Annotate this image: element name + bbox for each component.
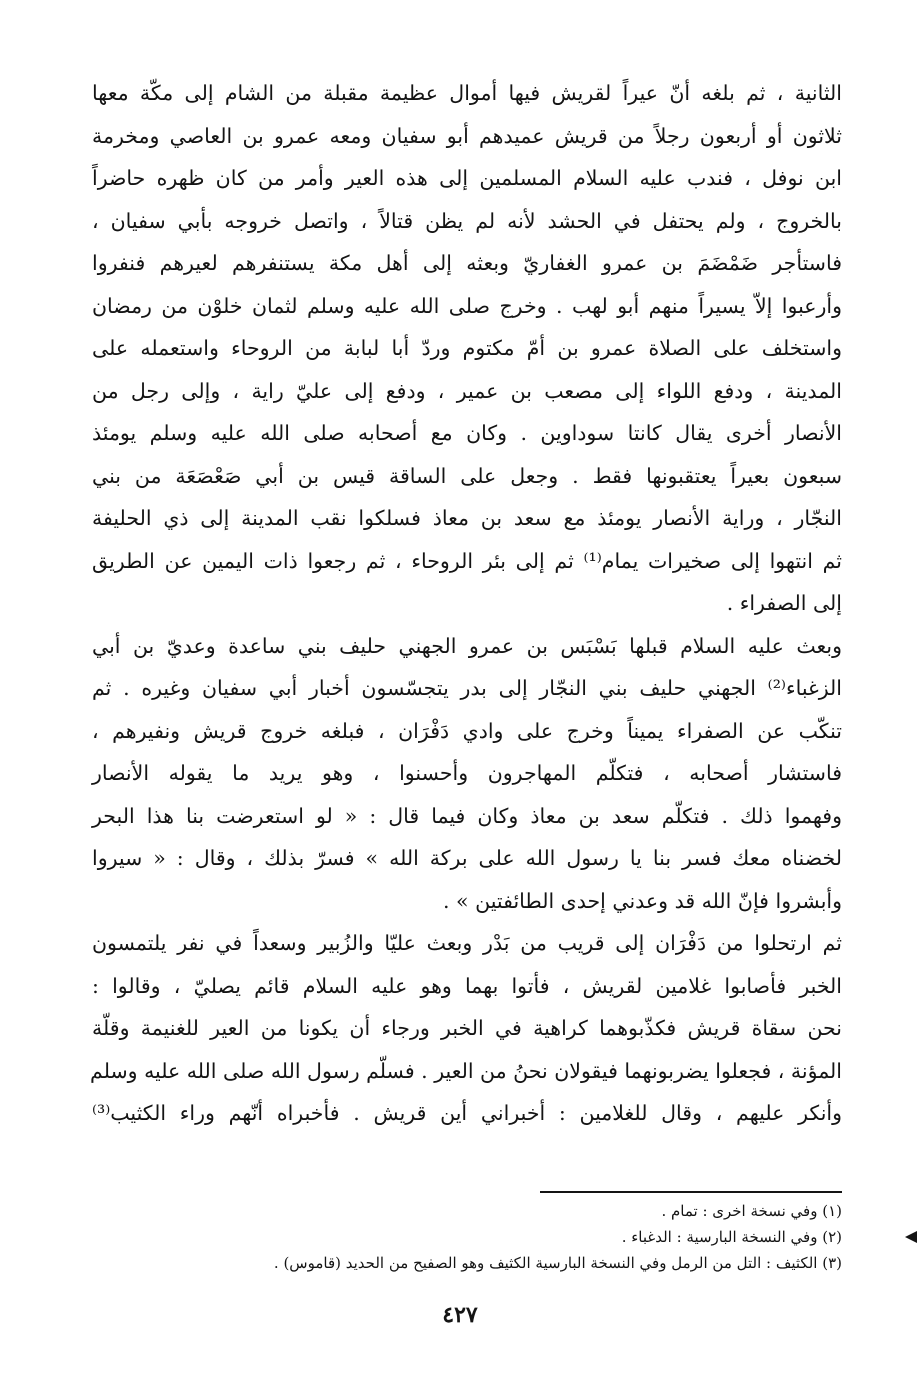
page-number: ٤٢٧ bbox=[442, 1302, 478, 1328]
text-line: المؤنة ، فجعلوا يضربونهما فيقولان نحنُ من العير . فسلّم رسول الله صلى الله عليه وسلم bbox=[90, 1058, 842, 1083]
text-line: وأرعبوا إلاّ يسيراً منهم أبو لهب . وخرج صلى الله عليه وسلم لثمان خلوْن من رمضان bbox=[92, 293, 842, 318]
text-line: الزغباء⁽²⁾ الجهني حليف بني النجّار إلى بدر يتجسّسون أخبار أبي سفيان وغيره . ثم bbox=[92, 676, 842, 700]
text-line: الأنصار أخرى يقال كانتا سوداوين . وكان مع أصحابه صلى الله عليه وسلم يومئذ bbox=[92, 421, 842, 445]
text-line: المدينة ، ودفع اللواء إلى مصعب بن عمير ، ودفع إلى عليّ راية ، وإلى رجل من bbox=[92, 378, 842, 403]
text-line: تنكّب عن الصفراء يميناً وخرج على وادي دَفْرَان ، فبلغه خروج قريش ونفيرهم ، bbox=[92, 718, 842, 743]
text-line: واستخلف على الصلاة عمرو بن أمّ مكتوم وردّ أبا لبابة من الروحاء واستعمله على bbox=[92, 336, 842, 360]
text-line: فاستأجر ضَمْضَمَ بن عمرو الغفاريّ وبعثه إلى أهل مكة يستنفرهم لعيرهم فنفروا bbox=[92, 251, 842, 275]
footnotes bbox=[100, 1198, 842, 1276]
footnote-divider bbox=[540, 1191, 842, 1193]
text-line: بالخروج ، ولم يحتفل في الحشد لأنه لم يظن قتالاً ، واتصل خروجه بأبي سفيان ، bbox=[92, 208, 842, 233]
text-line: الثانية ، ثم بلغه أنّ عيراً لقريش فيها أموال عظيمة مقبلة من الشام إلى مكّة معها bbox=[92, 81, 842, 105]
text-line: ثم انتهوا إلى صخيرات يمام⁽¹⁾ ثم إلى بئر الروحاء ، ثم رجعوا ذات اليمين عن الطريق bbox=[92, 548, 842, 573]
text-line: نحن سقاة قريش فكذّبوهما كراهية في الخبر ورجاء أن يكونا من العير للغنيمة وقلّة bbox=[92, 1016, 842, 1040]
text-line: لخضناه معك فسر بنا يا رسول الله على بركة الله » فسرّ بذلك ، وقال : « سيروا bbox=[92, 846, 842, 870]
page-edge-mark bbox=[905, 1231, 917, 1243]
text-line: سبعون بعيراً يعتقبونها فقط . وجعل على الساقة قيس بن أبي صَعْصَعَة من بني bbox=[92, 463, 842, 488]
text-line: ثم ارتحلوا من دَفْرَان إلى قريب من بَدْر وبعث عليّا والزُبير وسعداً في نفر يلتمسون bbox=[92, 931, 842, 955]
text-line: النجّار ، وراية الأنصار يومئذ مع سعد بن معاذ فسلكوا نقب المدينة إلى ذي الحليفة bbox=[92, 506, 842, 530]
text-line: فاستشار أصحابه ، فتكلّم المهاجرون وأحسنوا ، وهو يريد ما يقوله الأنصار bbox=[92, 761, 842, 785]
footnote: (٢) وفي النسخة البارسية : الدغباء . bbox=[621, 1228, 842, 1246]
footnote: (٣) الكثيف : التل من الرمل وفي النسخة البارسية الكثيف وهو الصفيح من الحديد (قاموس) . bbox=[273, 1254, 842, 1272]
main-text bbox=[92, 72, 842, 1135]
text-line: وفهموا ذلك . فتكلّم سعد بن معاذ وكان فيما قال : « لو استعرضت بنا هذا البحر bbox=[92, 803, 842, 828]
footnote: (١) وفي نسخة اخرى : تمام . bbox=[661, 1202, 842, 1220]
text-line: وأبشروا فإنّ الله قد وعدني إحدى الطائفتين » . bbox=[443, 888, 842, 913]
text-line: ابن نوفل ، فندب عليه السلام المسلمين إلى هذه العير وأمر من كان ظهره حاضراً bbox=[92, 166, 842, 190]
text-line: وأنكر عليهم ، وقال للغلامين : أخبراني أين قريش . فأخبراه أنّهم وراء الكثيب⁽³⁾ bbox=[92, 1101, 842, 1125]
text-line: إلى الصفراء . bbox=[726, 591, 842, 615]
text-line: ثلاثون أو أربعون رجلاً من قريش عميدهم أبو سفيان ومعه عمرو بن العاصي ومخرمة bbox=[92, 123, 842, 148]
text-line: الخبر فأصابوا غلامين لقريش ، فأتوا بهما وهو عليه السلام قائم يصليّ ، وقالوا : bbox=[92, 973, 842, 998]
text-line: وبعث عليه السلام قبلها بَسْبَس بن عمرو الجهني حليف بني ساعدة وعديّ بن أبي bbox=[92, 633, 842, 658]
